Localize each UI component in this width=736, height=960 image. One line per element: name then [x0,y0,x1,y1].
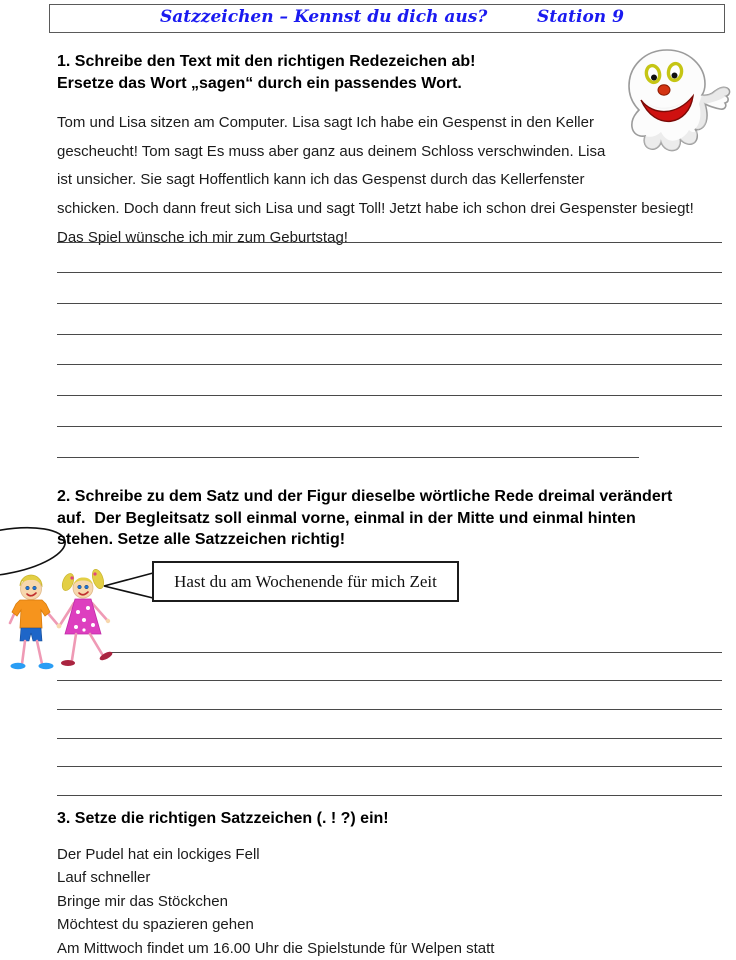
writing-line [57,212,722,243]
writing-line [57,335,722,366]
task3-heading [57,808,389,830]
writing-line [57,304,722,335]
task1-heading-line2: Ersetze das Wort „sagen“ durch ein passendes Wort. [57,74,462,92]
sentence-item: Lauf schneller [57,869,151,887]
sentence-item: Bringe mir das Stöckchen [57,892,228,910]
sentence-item: Am Mittwoch findet um 16.00 Uhr die Spielstunde für Welpen statt [57,939,495,957]
writing-line [57,365,722,396]
girl-figure [57,568,114,666]
task1-heading-line1: 1. Schreibe den Text mit den richtigen Redezeichen ab! [57,53,476,70]
writing-line [57,767,722,796]
story-line: schicken. Doch dann freut sich Lisa und sagt Toll! Jetzt habe ich schon drei Gespenster besiegt! [57,200,694,218]
writing-line [57,396,722,427]
task3-heading-line: 3. Setze die richtigen Satzzeichen (. ! ?) ein! [57,810,389,827]
boy-figure [10,575,58,669]
callout-tail [104,573,153,598]
task1-writing-lines [57,212,722,458]
story-line: Das Spiel wünsche ich mir zum Geburtstag! [57,228,348,246]
task2-heading-line1: 2. Schreibe zu dem Satz und der Figur dieselbe wörtliche Rede dreimal verändert [57,488,673,505]
story-line: Tom und Lisa sitzen am Computer. Lisa sagt Ich habe ein Gespenst in den Keller [57,114,594,131]
task1-heading [57,51,475,94]
task2-heading [57,486,672,551]
writing-line [57,427,639,458]
task3-sentences [57,843,494,960]
worksheet-header [49,4,725,33]
speech-callout-text: Hast du am Wochenende für mich Zeit [174,571,437,591]
story-line: gescheucht! Tom sagt Es muss aber ganz aus deinem Schloss verschwinden. Lisa [57,142,606,160]
task2-heading-line3: stehen. Setze alle Satzzeichen richtig! [57,531,346,548]
station-label: Station 9 [537,7,624,27]
ghost-clipart-icon [615,44,733,158]
writing-line [57,273,722,304]
sentence-item: Möchtest du spazieren gehen [57,916,254,934]
writing-line [57,243,722,274]
sentence-item: Der Pudel hat ein lockiges Fell [57,846,260,863]
speech-callout-box [152,561,459,602]
writing-line [57,710,722,739]
story-line: ist unsicher. Sie sagt Hoffentlich kann ich das Gespenst durch das Kellerfenster [57,171,585,189]
writing-line [57,739,722,768]
writing-line [57,681,722,710]
task2-heading-line2: auf. Der Begleitsatz soll einmal vorne, einmal in der Mitte und einmal hinten [57,509,636,527]
worksheet-title: Satzzeichen – Kennst du dich aus? [160,7,488,27]
